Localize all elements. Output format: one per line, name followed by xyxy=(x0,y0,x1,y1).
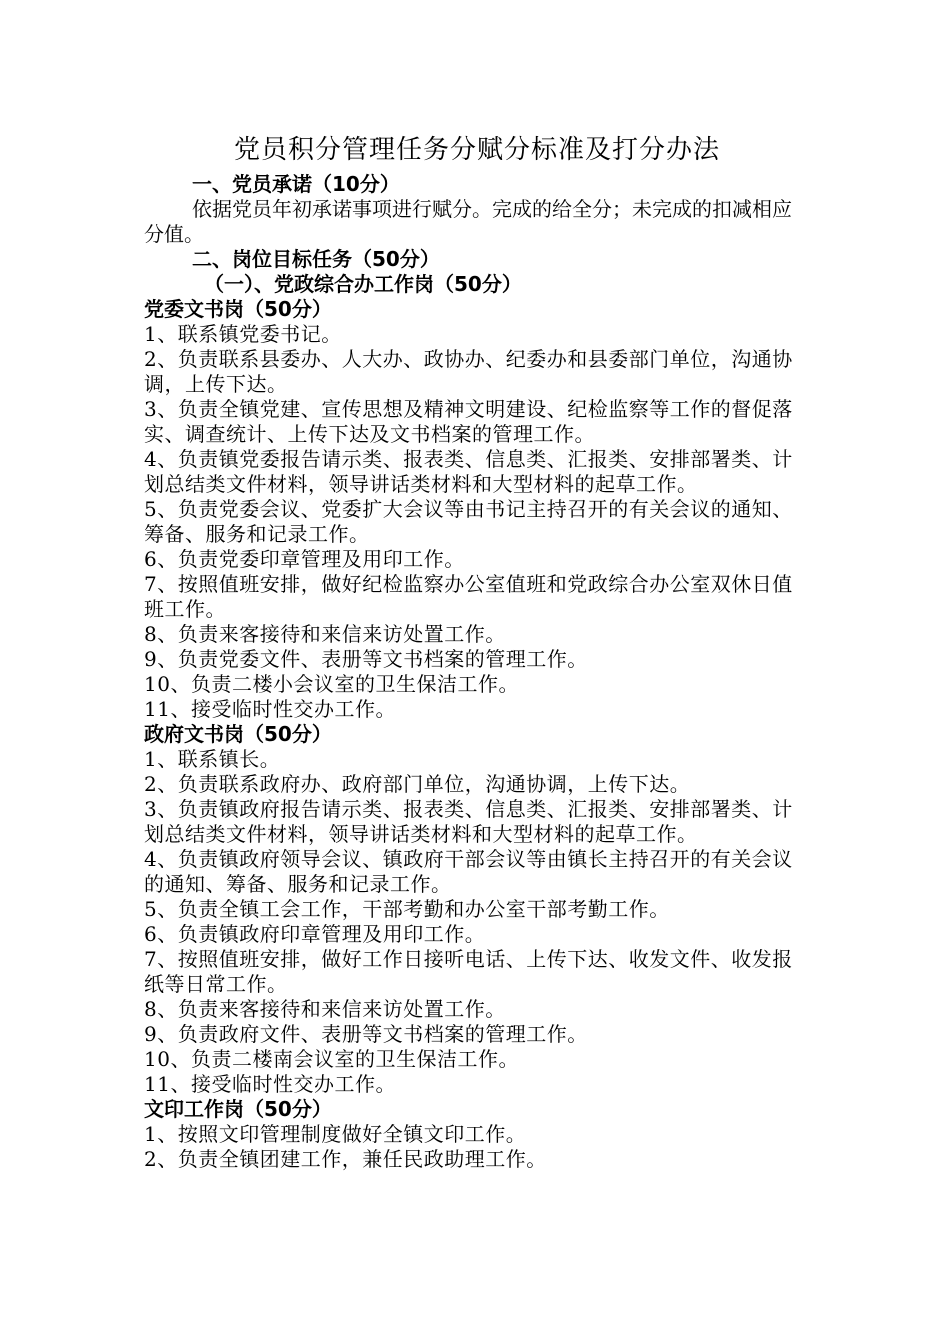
section-heading-post-targets: 二、岗位目标任务（50分） xyxy=(192,247,440,271)
list-item: 1、联系镇长。 xyxy=(144,747,281,771)
subsection-heading-office: （一）、党政综合办工作岗（50分） xyxy=(204,272,522,296)
list-item: 6、负责镇政府印章管理及用印工作。 xyxy=(144,922,486,946)
list-item: 5、负责全镇工会工作，干部考勤和办公室干部考勤工作。 xyxy=(144,897,670,921)
list-item: 7、按照值班安排，做好工作日接听电话、上传下达、收发文件、收发报纸等日常工作。 xyxy=(144,947,793,996)
list-item: 2、负责联系县委办、人大办、政协办、纪委办和县委部门单位，沟通协调，上传下达。 xyxy=(144,347,793,396)
list-item: 7、按照值班安排，做好纪检监察办公室值班和党政综合办公室双休日值班工作。 xyxy=(144,572,793,621)
list-item: 2、负责联系政府办、政府部门单位，沟通协调，上传下达。 xyxy=(144,772,691,796)
list-item: 4、负责镇政府领导会议、镇政府干部会议等由镇长主持召开的有关会议的通知、筹备、服务和记录工作。 xyxy=(144,847,793,896)
list-item: 3、负责镇政府报告请示类、报表类、信息类、汇报类、安排部署类、计划总结类文件材料，领导讲话类材料和大型材料的起草工作。 xyxy=(144,797,793,846)
list-item: 9、负责政府文件、表册等文书档案的管理工作。 xyxy=(144,1022,588,1046)
list-item: 1、按照文印管理制度做好全镇文印工作。 xyxy=(144,1122,527,1146)
list-item: 6、负责党委印章管理及用印工作。 xyxy=(144,547,465,571)
list-item: 9、负责党委文件、表册等文书档案的管理工作。 xyxy=(144,647,588,671)
post-title-printing: 文印工作岗（50分） xyxy=(144,1097,332,1121)
list-item: 10、负责二楼南会议室的卫生保洁工作。 xyxy=(144,1047,519,1071)
document-page xyxy=(144,128,810,1172)
section-heading-party-commitment: 一、党员承诺（10分） xyxy=(192,172,400,196)
list-item: 8、负责来客接待和来信来访处置工作。 xyxy=(144,997,506,1021)
list-item: 2、负责全镇团建工作，兼任民政助理工作。 xyxy=(144,1147,547,1171)
post-title-party-secretary: 党委文书岗（50分） xyxy=(144,297,332,321)
list-item: 8、负责来客接待和来信来访处置工作。 xyxy=(144,622,506,646)
post-title-government-secretary: 政府文书岗（50分） xyxy=(144,722,332,746)
list-item: 11、接受临时性交办工作。 xyxy=(144,1072,396,1096)
list-item: 1、联系镇党委书记。 xyxy=(144,322,342,346)
list-item: 10、负责二楼小会议室的卫生保洁工作。 xyxy=(144,672,519,696)
list-item: 5、负责党委会议、党委扩大会议等由书记主持召开的有关会议的通知、筹备、服务和记录工作。 xyxy=(144,497,793,546)
document-title: 党员积分管理任务分赋分标准及打分办法 xyxy=(233,135,720,165)
section-text-party-commitment: 依据党员年初承诺事项进行赋分。完成的给全分；未完成的扣减相应分值。 xyxy=(144,197,792,246)
list-item: 3、负责全镇党建、宣传思想及精神文明建设、纪检监察等工作的督促落实、调查统计、上传下达及文书档案的管理工作。 xyxy=(144,397,793,446)
list-item: 11、接受临时性交办工作。 xyxy=(144,697,396,721)
list-item: 4、负责镇党委报告请示类、报表类、信息类、汇报类、安排部署类、计划总结类文件材料，领导讲话类材料和大型材料的起草工作。 xyxy=(144,447,793,496)
